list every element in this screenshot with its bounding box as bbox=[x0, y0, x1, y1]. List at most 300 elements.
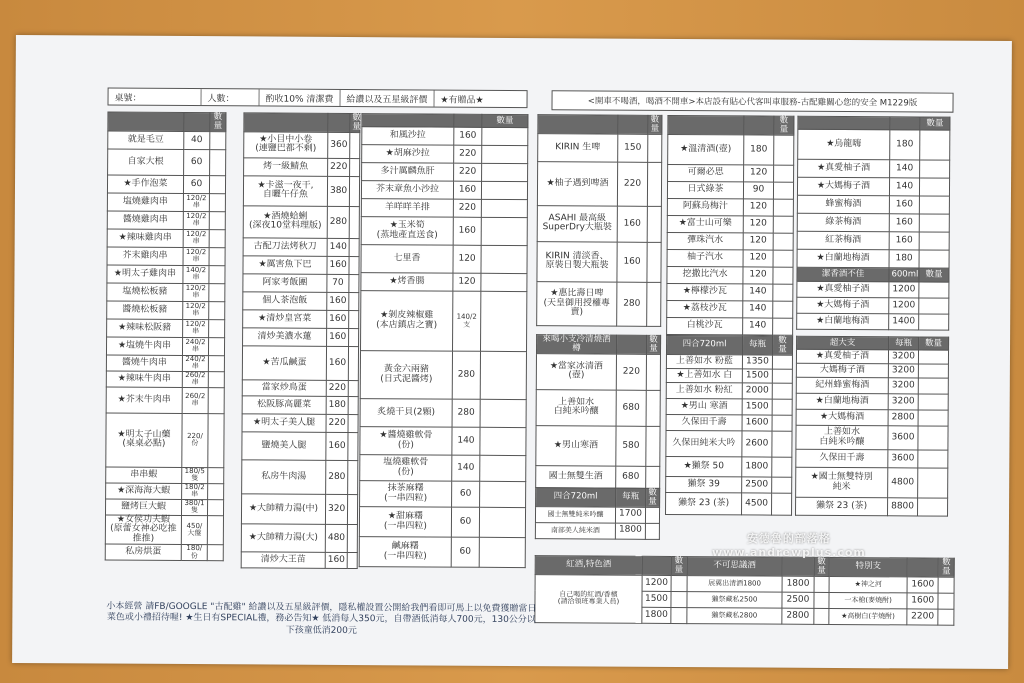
table-row bbox=[536, 425, 660, 466]
item-name: 久保田千壽 bbox=[796, 449, 888, 468]
table-header bbox=[618, 115, 648, 134]
table-row bbox=[537, 281, 661, 326]
item-name: ★胡麻沙拉 bbox=[362, 145, 454, 164]
qty-cell bbox=[671, 591, 687, 607]
item-name: ★檸檬沙瓦 bbox=[667, 283, 743, 300]
table-row bbox=[243, 274, 359, 293]
item-name: ★深海海大蝦 bbox=[106, 483, 182, 499]
item-price: 120/2串 bbox=[183, 319, 209, 337]
table-row bbox=[243, 310, 359, 329]
qty-cell bbox=[919, 250, 949, 268]
qty-cell bbox=[479, 507, 525, 537]
table-header: 數量 bbox=[482, 114, 528, 127]
item-name: 塩燒雞肉串 bbox=[107, 193, 183, 211]
gift-note: ★有贈品★ bbox=[440, 95, 484, 106]
item-price: 140 bbox=[743, 284, 773, 301]
item-name: ★苦瓜鹹蛋 bbox=[242, 346, 326, 381]
item-price: 280 bbox=[452, 351, 480, 399]
item-price: 2000 bbox=[742, 383, 772, 399]
item-price: 1500 bbox=[642, 591, 671, 607]
item-name: ★大媽梅子酒 bbox=[797, 297, 889, 314]
item-name: 鹽燒美人腿 bbox=[242, 432, 326, 461]
item-name: 日式綠茶 bbox=[667, 181, 743, 198]
qty-cell bbox=[646, 466, 660, 488]
qty-cell bbox=[645, 507, 659, 523]
qty-cell bbox=[209, 301, 225, 319]
item-name: ★醬燒雞軟骨 (份) bbox=[360, 427, 452, 456]
item-price: 1800 bbox=[742, 457, 772, 477]
table-row bbox=[668, 164, 794, 182]
plum-header: 潔香酒不佳 bbox=[797, 267, 889, 282]
item-price: 140 bbox=[327, 238, 349, 256]
qty-cell bbox=[919, 178, 949, 196]
item-price: 180/5隻 bbox=[182, 467, 208, 483]
item-name: ★酒燒蛤蜊 (深夜10堂料理版) bbox=[243, 206, 327, 239]
item-name: 上善如水 粉藍 bbox=[666, 354, 742, 368]
table-row bbox=[108, 131, 226, 150]
qty-cell bbox=[938, 593, 954, 609]
item-name: ★高樹白(芋燒酎) bbox=[829, 608, 907, 624]
item-price: 4500 bbox=[742, 493, 772, 515]
red-wine-header: 紅酒,特色酒 bbox=[535, 556, 642, 575]
item-price: 1200 bbox=[889, 298, 919, 314]
item-name: 挖撒比汽水 bbox=[667, 266, 743, 283]
special-bottle-header: 特別支 bbox=[829, 557, 907, 576]
qty-cell bbox=[772, 457, 792, 477]
qty-cell bbox=[773, 182, 793, 199]
item-price: 240/2串 bbox=[182, 337, 208, 355]
qty-cell bbox=[349, 274, 359, 292]
item-name: 彈珠汽水 bbox=[667, 232, 743, 249]
qty-cell bbox=[772, 415, 792, 431]
item-name: 炙燒干貝(2顆) bbox=[360, 399, 452, 428]
item-price: 1600 bbox=[907, 577, 938, 593]
table-row bbox=[666, 430, 792, 457]
table-row bbox=[536, 389, 660, 426]
qty-cell bbox=[208, 387, 224, 413]
table-row bbox=[362, 127, 528, 146]
table-row bbox=[538, 133, 662, 162]
table-header: 數量 bbox=[919, 337, 949, 350]
item-price: 180 bbox=[744, 135, 774, 165]
item-price: 260/2串 bbox=[182, 387, 208, 413]
item-name: 醬燒牛肉串 bbox=[106, 355, 182, 371]
footer-note: 小本經營 請FB/GOOGLE "古配雞" 給讚以及五星級評價，隱私權設置公開給我們看即可馬上以免費獲贈當日菜色或小禮招待喔! ★生日有SPECIAL禮，務必告知★ 低消每人350元，自帶酒低消每人700元，130公分以下孩童低消200元 bbox=[106, 601, 537, 636]
item-price: 160 bbox=[453, 217, 481, 245]
table-row bbox=[360, 399, 526, 428]
table-header: 數量 bbox=[350, 114, 360, 133]
qty-header: 數量 bbox=[646, 488, 660, 507]
item-price: 480 bbox=[325, 524, 347, 552]
table-row bbox=[242, 460, 358, 495]
table-header: 超大支 bbox=[797, 336, 889, 350]
table-row bbox=[798, 159, 950, 178]
qty-cell bbox=[919, 232, 949, 250]
qty-cell bbox=[773, 233, 793, 250]
item-price: 1700 bbox=[615, 507, 645, 523]
item-name: ★柚子遇到啤酒 bbox=[537, 161, 617, 205]
table-row bbox=[535, 522, 659, 539]
item-price: 120/2串 bbox=[183, 301, 209, 319]
item-price: 140 bbox=[452, 427, 480, 455]
item-price: 1200 bbox=[889, 282, 919, 298]
item-price: 120/2串 bbox=[183, 229, 209, 247]
item-price: 60 bbox=[451, 537, 479, 567]
qty-cell bbox=[208, 371, 224, 387]
item-price: 120/2串 bbox=[183, 247, 209, 265]
qty-cell bbox=[348, 460, 358, 494]
table-row bbox=[797, 231, 949, 250]
table-row bbox=[666, 492, 792, 515]
item-name: 大媽梅子酒 bbox=[796, 363, 888, 378]
item-name: 七里香 bbox=[361, 245, 453, 274]
table-row bbox=[106, 371, 224, 388]
item-price: 280 bbox=[327, 206, 349, 238]
item-price: 1400 bbox=[889, 314, 919, 330]
item-price: 40 bbox=[184, 131, 210, 149]
item-name: 阿蘇烏梅汁 bbox=[667, 198, 743, 215]
qty-cell bbox=[208, 337, 224, 355]
qty-cell bbox=[938, 609, 954, 625]
item-price: 220 bbox=[326, 414, 348, 432]
item-price: 120/2串 bbox=[183, 211, 209, 229]
qty-cell bbox=[480, 427, 526, 455]
table-row bbox=[796, 425, 948, 450]
item-name: ASAHI 最高級 SuperDry大瓶裝 bbox=[537, 205, 617, 241]
table-row bbox=[667, 232, 793, 250]
table-row bbox=[361, 199, 527, 218]
item-name: 鹹麻糬 (一串四粒) bbox=[359, 537, 451, 568]
item-price: 160 bbox=[617, 242, 647, 282]
item-price: 1600 bbox=[907, 593, 938, 609]
qty-cell bbox=[772, 355, 792, 369]
qty-cell bbox=[480, 399, 526, 427]
table-row bbox=[361, 217, 527, 246]
table-row bbox=[667, 215, 793, 233]
item-price: 3200 bbox=[888, 350, 918, 364]
item-name: 自己喝的紅酒/香檳 (請洽領班專業人員) bbox=[535, 574, 642, 623]
item-price: 160 bbox=[325, 552, 347, 568]
item-price: 1800 bbox=[642, 607, 671, 623]
table-header bbox=[454, 114, 482, 127]
table-row bbox=[536, 353, 660, 390]
item-price: 2600 bbox=[742, 431, 772, 457]
item-name: 塩燒松板豬 bbox=[107, 283, 183, 301]
qty-cell bbox=[774, 165, 794, 182]
item-price: 1500 bbox=[742, 399, 772, 415]
table-row bbox=[105, 499, 223, 516]
qty-cell bbox=[918, 498, 948, 516]
table-row bbox=[243, 256, 359, 275]
item-name: 獺祭 23 (茶) bbox=[666, 492, 742, 514]
menu-cell bbox=[782, 557, 813, 576]
qty-cell bbox=[209, 175, 225, 193]
per-bottle-header: 每瓶 bbox=[616, 488, 646, 507]
qty-cell bbox=[647, 282, 661, 326]
item-price: 680 bbox=[616, 466, 646, 488]
item-name: ★白蘭地梅酒 bbox=[797, 249, 889, 268]
item-price: 60 bbox=[183, 175, 209, 193]
qty-cell bbox=[350, 132, 360, 158]
item-name: ★辣味牛肉串 bbox=[106, 371, 182, 387]
item-name: 芥末雞肉串 bbox=[107, 247, 183, 265]
table-row bbox=[243, 238, 359, 257]
item-name: ★卡滋一夜干, 自曬午仔魚 bbox=[243, 176, 327, 207]
qty-cell bbox=[773, 250, 793, 267]
table-row bbox=[666, 476, 792, 493]
item-price: 2500 bbox=[742, 477, 772, 493]
table-row bbox=[796, 377, 948, 394]
table-row bbox=[666, 398, 792, 415]
qty-cell bbox=[479, 537, 525, 567]
item-name: 個人茶泡飯 bbox=[243, 292, 327, 311]
item-price: 3600 bbox=[888, 426, 918, 450]
table-row bbox=[360, 481, 526, 508]
qty-cell bbox=[814, 576, 830, 592]
item-name: 紀州蜂蜜梅酒 bbox=[796, 377, 888, 394]
item-name: ★塩燒牛肉串 bbox=[106, 337, 182, 355]
table-row bbox=[668, 134, 794, 165]
item-price: 220 bbox=[616, 354, 646, 390]
item-name: ★國士無雙特別 純米 bbox=[796, 467, 888, 498]
item-price: 60 bbox=[451, 507, 479, 537]
table-row bbox=[362, 145, 528, 164]
item-name: 多汁厲麟魚肝 bbox=[362, 163, 454, 182]
table-row bbox=[361, 273, 527, 292]
table-row bbox=[797, 249, 949, 268]
qty-cell bbox=[209, 247, 225, 265]
qty-cell bbox=[938, 577, 954, 593]
cold-sake-table bbox=[535, 334, 661, 539]
table-header: 數量 bbox=[772, 336, 792, 355]
item-name: 可爾必思 bbox=[668, 164, 744, 181]
item-price: 180/2串 bbox=[182, 483, 208, 499]
qty-cell bbox=[772, 369, 792, 383]
table-header: 數量 bbox=[920, 117, 950, 130]
qty-cell bbox=[773, 216, 793, 233]
item-price: 60 bbox=[184, 149, 210, 175]
red-wine-table bbox=[534, 555, 954, 625]
food-table-2 bbox=[241, 112, 361, 569]
item-price: 120 bbox=[744, 165, 774, 182]
item-price: 220/份 bbox=[182, 413, 208, 467]
table-row bbox=[361, 245, 527, 274]
table-header bbox=[108, 112, 184, 131]
item-name: 芥末章魚小沙拉 bbox=[361, 181, 453, 200]
qty-cell bbox=[480, 351, 526, 399]
table-row bbox=[243, 328, 359, 347]
item-name: ★上善如水 白 bbox=[666, 368, 742, 382]
item-price: 2500 bbox=[782, 592, 813, 608]
food-table-1 bbox=[105, 112, 227, 562]
item-price: 180 bbox=[326, 396, 348, 414]
qty-cell bbox=[918, 450, 948, 468]
item-price: 160 bbox=[889, 214, 919, 232]
item-name: 羊咩咩羊排 bbox=[361, 199, 453, 218]
item-name: 一本槍(麥燒酎) bbox=[829, 592, 907, 608]
item-price: 160 bbox=[617, 206, 647, 242]
table-row bbox=[667, 198, 793, 216]
table-row bbox=[243, 206, 359, 239]
qty-cell bbox=[918, 364, 948, 378]
item-price: 120 bbox=[453, 273, 481, 291]
table-header: 數量 bbox=[646, 335, 660, 354]
item-name: ★辣味雞肉串 bbox=[107, 229, 183, 247]
table-header bbox=[890, 117, 920, 130]
item-name: ★真愛柚子酒 bbox=[797, 281, 889, 298]
qty-cell bbox=[482, 163, 528, 181]
item-price: 450/大盤 bbox=[181, 515, 207, 544]
table-row bbox=[796, 393, 948, 410]
plum-size: 600ml bbox=[889, 268, 919, 282]
item-name: 醬燒松板豬 bbox=[107, 301, 183, 319]
item-name: ★剝皮辣椒雞 (本店鎮店之寶) bbox=[361, 291, 453, 352]
qty-cell bbox=[208, 355, 224, 371]
qty-cell bbox=[772, 383, 792, 399]
table-row bbox=[666, 414, 792, 431]
table-row bbox=[536, 465, 660, 488]
item-price: 1500 bbox=[742, 369, 772, 383]
table-row bbox=[242, 380, 358, 397]
qty-cell bbox=[919, 196, 949, 214]
qty-cell bbox=[646, 390, 660, 426]
item-price: 1800 bbox=[615, 523, 645, 539]
item-price: 260/2串 bbox=[182, 371, 208, 387]
table-row bbox=[241, 524, 357, 553]
table-row bbox=[797, 195, 949, 214]
table-number-label: 桌號： bbox=[109, 89, 202, 106]
qty-cell bbox=[918, 468, 948, 498]
qty-cell bbox=[347, 552, 357, 568]
qty-cell bbox=[209, 211, 225, 229]
table-row bbox=[241, 552, 357, 569]
item-price: 380/1隻 bbox=[181, 499, 207, 515]
item-price: 180 bbox=[890, 130, 920, 160]
item-price: 3200 bbox=[888, 394, 918, 410]
menu-cell bbox=[907, 558, 938, 577]
qty-cell bbox=[647, 242, 661, 282]
qty-cell bbox=[918, 394, 948, 410]
qty-cell bbox=[347, 524, 357, 552]
item-price: 3200 bbox=[888, 364, 918, 378]
table-row bbox=[242, 346, 358, 381]
qty-cell bbox=[348, 346, 358, 380]
item-name: ★烤香腸 bbox=[361, 273, 453, 292]
item-name: 蜂蜜梅酒 bbox=[797, 195, 889, 214]
qty-cell bbox=[208, 483, 224, 499]
qty-cell bbox=[209, 193, 225, 211]
item-name: 展翼出清酒1800 bbox=[687, 575, 783, 592]
table-row bbox=[107, 247, 225, 266]
table-row bbox=[107, 283, 225, 302]
item-price: 1600 bbox=[742, 415, 772, 431]
table-row bbox=[107, 319, 225, 338]
qty-cell bbox=[349, 176, 359, 206]
qty-cell bbox=[481, 273, 527, 291]
item-name: 獺祭 39 bbox=[666, 476, 742, 492]
item-name: 久保田千壽 bbox=[666, 414, 742, 430]
item-name: ★大媽梅酒 bbox=[796, 409, 888, 426]
item-price: 1200 bbox=[642, 575, 671, 591]
qty-cell bbox=[349, 292, 359, 310]
qty-cell bbox=[918, 426, 948, 450]
table-row bbox=[535, 506, 659, 523]
qty-cell bbox=[772, 493, 792, 515]
table-row bbox=[797, 313, 949, 330]
table-row bbox=[107, 229, 225, 248]
item-price: 140 bbox=[890, 160, 920, 178]
item-price: 70 bbox=[327, 274, 349, 292]
item-price: 680 bbox=[616, 390, 646, 426]
table-row bbox=[667, 181, 793, 199]
table-header: 每瓶 bbox=[889, 337, 919, 350]
qty-cell bbox=[481, 245, 527, 273]
table-header bbox=[616, 335, 646, 354]
review-note: 給讚以及五星級評價 bbox=[340, 90, 434, 107]
qty-cell bbox=[349, 206, 359, 238]
table-row bbox=[666, 368, 792, 383]
item-name: 久保田純米大吟 bbox=[666, 430, 742, 456]
item-price: 120/2串 bbox=[183, 283, 209, 301]
item-price: 360 bbox=[328, 132, 350, 158]
item-price: 4800 bbox=[888, 468, 918, 498]
table-header: 數量 bbox=[210, 113, 226, 132]
item-price: 140/2串 bbox=[183, 265, 209, 283]
table-row bbox=[243, 292, 359, 311]
qty-cell bbox=[209, 283, 225, 301]
table-header bbox=[244, 113, 328, 132]
food-table-3 bbox=[359, 113, 529, 568]
beer-table bbox=[536, 114, 662, 327]
qty-cell bbox=[813, 592, 829, 608]
item-name: ★玉米筍 (蒸地產直送食) bbox=[361, 217, 453, 246]
qty-cell bbox=[647, 206, 661, 242]
item-name: 獺祭藏私2800 bbox=[686, 607, 782, 624]
table-row bbox=[107, 301, 225, 320]
item-name: 烤一級鯖魚 bbox=[244, 158, 328, 177]
item-name: 紅茶梅酒 bbox=[797, 231, 889, 250]
item-name: ★白蘭地梅酒 bbox=[797, 313, 889, 330]
table-header bbox=[668, 115, 744, 134]
item-price: 120/2串 bbox=[183, 193, 209, 211]
item-name: ★芥末牛肉串 bbox=[106, 387, 182, 413]
item-price: 180/份 bbox=[181, 545, 207, 561]
table-row bbox=[359, 537, 525, 568]
qty-cell bbox=[773, 199, 793, 216]
item-name: 白桃沙瓦 bbox=[667, 317, 743, 334]
item-name: 塩燒雞軟骨 (份) bbox=[360, 455, 452, 482]
table-row bbox=[796, 363, 948, 378]
qty-cell bbox=[918, 410, 948, 426]
item-price: 90 bbox=[743, 182, 773, 199]
item-price: 3200 bbox=[888, 378, 918, 394]
item-name: ★白蘭地梅酒 bbox=[796, 393, 888, 410]
qty-cell bbox=[773, 284, 793, 301]
item-name: 上善如水 白純米吟釀 bbox=[536, 389, 616, 425]
item-price: 280 bbox=[452, 399, 480, 427]
item-price: 580 bbox=[616, 426, 646, 466]
qty-cell bbox=[773, 318, 793, 335]
table-row bbox=[105, 515, 223, 545]
table-row bbox=[106, 337, 224, 356]
table-row bbox=[796, 497, 948, 516]
item-name: 黃金六兩豬 (日式泥醬烤) bbox=[360, 351, 452, 400]
qty-cell bbox=[348, 396, 358, 414]
table-row bbox=[798, 129, 950, 160]
item-price: 140 bbox=[743, 301, 773, 318]
qty-cell bbox=[772, 477, 792, 493]
item-name: ★明太子山藥 (桌桌必點) bbox=[106, 413, 182, 467]
